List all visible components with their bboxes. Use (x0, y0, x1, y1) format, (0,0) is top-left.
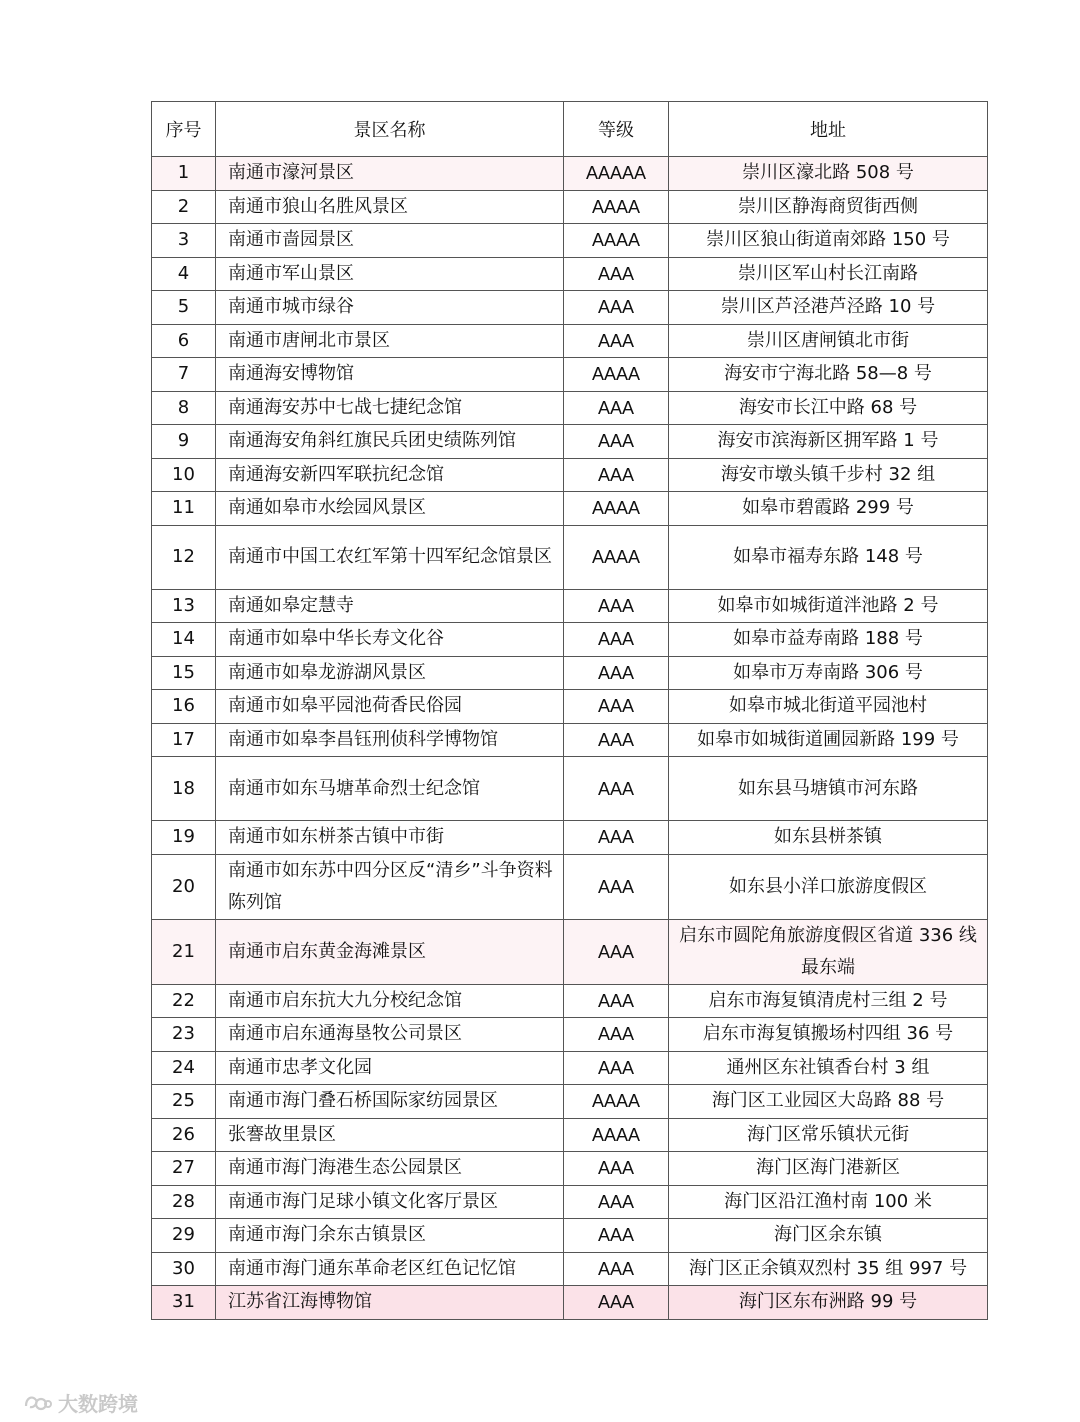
cell-no: 5 (152, 291, 216, 325)
watermark-text: 大数跨境 (58, 1392, 138, 1416)
cell-level: AAA (564, 291, 669, 325)
cell-level: AAAA (564, 190, 669, 224)
table-row (152, 1219, 988, 1253)
table-row (152, 324, 988, 358)
cell-address: 海门区余东镇 (669, 1219, 988, 1253)
cell-name: 南通市忠孝文化园 (216, 1051, 564, 1085)
cell-no: 16 (152, 690, 216, 724)
cell-level: AAAA (564, 525, 669, 589)
cell-address: 海门区沿江渔村南 100 米 (669, 1185, 988, 1219)
cell-level: AAA (564, 821, 669, 855)
table-row (152, 291, 988, 325)
cell-address: 启东市海复镇清虎村三组 2 号 (669, 984, 988, 1018)
cell-address: 崇川区军山村长江南路 (669, 257, 988, 291)
table-row (152, 1118, 988, 1152)
table-row (152, 1286, 988, 1320)
header-no: 序号 (152, 102, 216, 157)
cell-level: AAA (564, 391, 669, 425)
cell-level: AAA (564, 458, 669, 492)
cell-level: AAA (564, 984, 669, 1018)
cell-address: 如皋市如城街道圃园新路 199 号 (669, 723, 988, 757)
cell-address: 如东县小洋口旅游度假区 (669, 854, 988, 919)
table-row (152, 458, 988, 492)
cell-address: 如皋市如城街道泮池路 2 号 (669, 589, 988, 623)
header-name: 景区名称 (216, 102, 564, 157)
cell-level: AAA (564, 723, 669, 757)
table-row (152, 425, 988, 459)
cell-address: 启东市海复镇搬场村四组 36 号 (669, 1018, 988, 1052)
cell-address: 海门区正余镇双烈村 35 组 997 号 (669, 1252, 988, 1286)
table-row (152, 1051, 988, 1085)
cell-no: 29 (152, 1219, 216, 1253)
cell-no: 20 (152, 854, 216, 919)
cell-no: 3 (152, 224, 216, 258)
cell-no: 19 (152, 821, 216, 855)
cell-address: 如皋市福寿东路 148 号 (669, 525, 988, 589)
table-row (152, 723, 988, 757)
cell-no: 24 (152, 1051, 216, 1085)
cell-level: AAAA (564, 1085, 669, 1119)
table-body (152, 157, 988, 1320)
table-row (152, 623, 988, 657)
cell-address: 海安市宁海北路 58—8 号 (669, 358, 988, 392)
cell-address: 如皋市碧霞路 299 号 (669, 492, 988, 526)
cell-no: 1 (152, 157, 216, 191)
cell-name: 南通市军山景区 (216, 257, 564, 291)
cell-no: 17 (152, 723, 216, 757)
cell-no: 11 (152, 492, 216, 526)
table-row (152, 1018, 988, 1052)
cell-name: 南通海安博物馆 (216, 358, 564, 392)
cell-no: 26 (152, 1118, 216, 1152)
cell-no: 21 (152, 919, 216, 984)
cell-name: 南通市濠河景区 (216, 157, 564, 191)
cell-level: AAA (564, 656, 669, 690)
cell-name: 南通市如皋李昌钰刑侦科学博物馆 (216, 723, 564, 757)
cell-address: 如皋市城北街道平园池村 (669, 690, 988, 724)
cell-address: 海安市长江中路 68 号 (669, 391, 988, 425)
cell-level: AAA (564, 1018, 669, 1052)
table-row (152, 919, 988, 984)
cell-address: 启东市圆陀角旅游度假区省道 336 线最东端 (669, 919, 988, 984)
cell-no: 13 (152, 589, 216, 623)
table-row (152, 589, 988, 623)
cell-name: 南通市如东栟茶古镇中市街 (216, 821, 564, 855)
cell-address: 崇川区静海商贸街西侧 (669, 190, 988, 224)
cell-level: AAA (564, 854, 669, 919)
table-row (152, 1185, 988, 1219)
watermark (22, 1388, 138, 1417)
table-row (152, 1252, 988, 1286)
cell-address: 海门区海门港新区 (669, 1152, 988, 1186)
brand-logo-icon (22, 1392, 52, 1414)
cell-address: 海门区东布洲路 99 号 (669, 1286, 988, 1320)
table-row (152, 157, 988, 191)
cell-name: 张謇故里景区 (216, 1118, 564, 1152)
cell-no: 12 (152, 525, 216, 589)
cell-name: 南通市启东黄金海滩景区 (216, 919, 564, 984)
table-header-row (152, 102, 988, 157)
table-row (152, 656, 988, 690)
cell-no: 2 (152, 190, 216, 224)
cell-level: AAAA (564, 1118, 669, 1152)
cell-address: 如皋市万寿南路 306 号 (669, 656, 988, 690)
cell-no: 28 (152, 1185, 216, 1219)
cell-name: 南通海安苏中七战七捷纪念馆 (216, 391, 564, 425)
cell-name: 南通市如东马塘革命烈士纪念馆 (216, 757, 564, 821)
table-row (152, 190, 988, 224)
header-level: 等级 (564, 102, 669, 157)
cell-no: 18 (152, 757, 216, 821)
table-row (152, 391, 988, 425)
table-row (152, 492, 988, 526)
cell-level: AAA (564, 1286, 669, 1320)
cell-level: AAA (564, 1051, 669, 1085)
table-row (152, 224, 988, 258)
cell-name: 南通市海门海港生态公园景区 (216, 1152, 564, 1186)
cell-name: 南通市唐闸北市景区 (216, 324, 564, 358)
cell-no: 22 (152, 984, 216, 1018)
cell-level: AAAA (564, 224, 669, 258)
cell-name: 南通市如皋平园池荷香民俗园 (216, 690, 564, 724)
cell-level: AAAA (564, 492, 669, 526)
table-row (152, 821, 988, 855)
cell-address: 海门区工业园区大岛路 88 号 (669, 1085, 988, 1119)
header-address: 地址 (669, 102, 988, 157)
cell-no: 6 (152, 324, 216, 358)
cell-address: 崇川区濠北路 508 号 (669, 157, 988, 191)
cell-level: AAA (564, 1252, 669, 1286)
cell-level: AAA (564, 757, 669, 821)
cell-level: AAA (564, 690, 669, 724)
cell-address: 崇川区芦泾港芦泾路 10 号 (669, 291, 988, 325)
cell-address: 通州区东社镇香台村 3 组 (669, 1051, 988, 1085)
cell-address: 崇川区唐闸镇北市街 (669, 324, 988, 358)
cell-name: 南通如皋定慧寺 (216, 589, 564, 623)
cell-level: AAA (564, 623, 669, 657)
cell-no: 4 (152, 257, 216, 291)
cell-no: 31 (152, 1286, 216, 1320)
cell-level: AAA (564, 1219, 669, 1253)
table-row (152, 257, 988, 291)
table-row (152, 757, 988, 821)
cell-name: 南通海安角斜红旗民兵团史绩陈列馆 (216, 425, 564, 459)
cell-no: 10 (152, 458, 216, 492)
cell-no: 30 (152, 1252, 216, 1286)
cell-name: 南通市如皋龙游湖风景区 (216, 656, 564, 690)
cell-name: 南通市海门余东古镇景区 (216, 1219, 564, 1253)
cell-address: 崇川区狼山街道南郊路 150 号 (669, 224, 988, 258)
cell-name: 南通海安新四军联抗纪念馆 (216, 458, 564, 492)
cell-name: 江苏省江海博物馆 (216, 1286, 564, 1320)
cell-name: 南通市启东抗大九分校纪念馆 (216, 984, 564, 1018)
cell-name: 南通市如皋中华长寿文化谷 (216, 623, 564, 657)
table-row (152, 1152, 988, 1186)
cell-address: 如皋市益寿南路 188 号 (669, 623, 988, 657)
cell-level: AAA (564, 919, 669, 984)
cell-name: 南通市启东通海垦牧公司景区 (216, 1018, 564, 1052)
cell-name: 南通市海门叠石桥国际家纺园景区 (216, 1085, 564, 1119)
scenic-spot-table (151, 101, 988, 1320)
cell-no: 8 (152, 391, 216, 425)
table-row (152, 358, 988, 392)
cell-name: 南通市城市绿谷 (216, 291, 564, 325)
cell-address: 海安市墩头镇千步村 32 组 (669, 458, 988, 492)
cell-no: 7 (152, 358, 216, 392)
cell-no: 23 (152, 1018, 216, 1052)
cell-level: AAA (564, 1152, 669, 1186)
cell-name: 南通市海门足球小镇文化客厅景区 (216, 1185, 564, 1219)
cell-address: 如东县栟茶镇 (669, 821, 988, 855)
cell-name: 南通市海门通东革命老区红色记忆馆 (216, 1252, 564, 1286)
cell-no: 14 (152, 623, 216, 657)
cell-level: AAA (564, 589, 669, 623)
cell-name: 南通市啬园景区 (216, 224, 564, 258)
cell-level: AAA (564, 257, 669, 291)
cell-address: 海门区常乐镇状元街 (669, 1118, 988, 1152)
table-row (152, 984, 988, 1018)
cell-no: 15 (152, 656, 216, 690)
cell-name: 南通市中国工农红军第十四军纪念馆景区 (216, 525, 564, 589)
cell-name: 南通市如东苏中四分区反“清乡”斗争资料陈列馆 (216, 854, 564, 919)
table-row (152, 690, 988, 724)
cell-level: AAAA (564, 358, 669, 392)
cell-no: 25 (152, 1085, 216, 1119)
cell-no: 27 (152, 1152, 216, 1186)
cell-no: 9 (152, 425, 216, 459)
cell-level: AAAAA (564, 157, 669, 191)
cell-level: AAA (564, 425, 669, 459)
cell-name: 南通如皋市水绘园风景区 (216, 492, 564, 526)
cell-level: AAA (564, 1185, 669, 1219)
table-row (152, 1085, 988, 1119)
cell-address: 如东县马塘镇市河东路 (669, 757, 988, 821)
table-row (152, 854, 988, 919)
cell-level: AAA (564, 324, 669, 358)
cell-name: 南通市狼山名胜风景区 (216, 190, 564, 224)
table-row (152, 525, 988, 589)
cell-address: 海安市滨海新区拥军路 1 号 (669, 425, 988, 459)
